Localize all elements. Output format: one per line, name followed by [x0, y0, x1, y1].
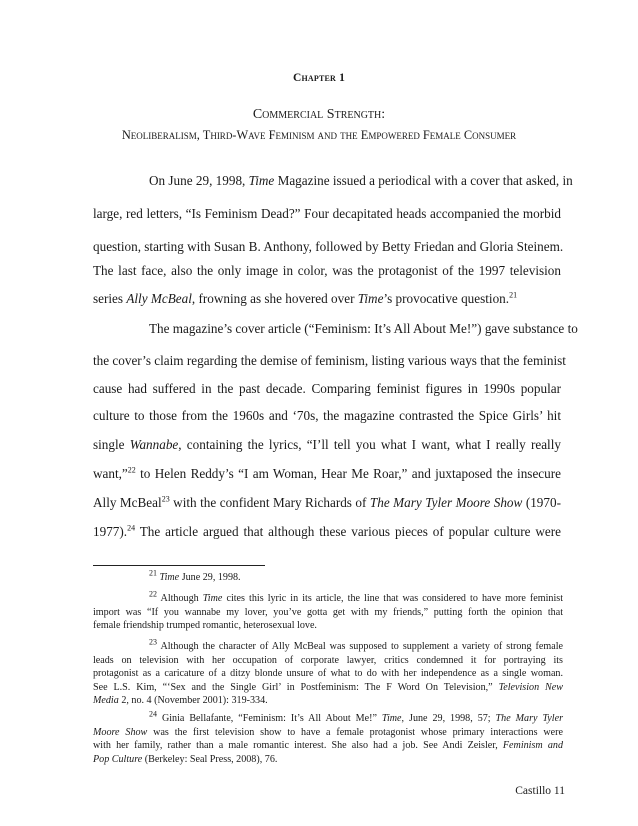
footnote-line: import was “If you wannabe my lover, you’ve gotta get with my friends,” putting forth the opinion that [93, 606, 563, 618]
footnote-24 [93, 709, 564, 766]
body-line: On June 29, 1998, Time Magazine issued a periodical with a cover that asked, in [149, 173, 573, 188]
body-line: culture to those from the 1960s and ‘70s, the magazine contrasted the Spice Girls’ hit [93, 408, 561, 423]
footnote-line: $^{22}$ Although Time cites this lyric in its article, the line that was considered to have more feminist [149, 589, 564, 604]
footnote-22 [93, 589, 564, 633]
footnote-number: 23 [149, 637, 157, 647]
footnote-line: $^{21}$ Time June 29, 1998. [149, 568, 241, 583]
body-line: single Wannabe, containing the lyrics, “I’ll tell you what I want, what I really really [93, 437, 561, 452]
body-line: series Ally McBeal, frowning as she hovered over Time’s provocative question.$^{21}$ [93, 290, 518, 306]
footnote-line: leads on television with her occupation of corporate lawyer, critics condemned it for portraying its [93, 654, 563, 666]
footnote-ref: 23 [161, 494, 170, 504]
footnote-number: 24 [149, 709, 157, 719]
body-line: The last face, also the only image in color, was the protagonist of the 1997 television [93, 263, 561, 278]
footnote-ref: 24 [127, 523, 136, 533]
body-line: large, red letters, “Is Feminism Dead?” Four decapitated heads accompanied the morbid [93, 206, 561, 221]
footnote-line: female friendship trumped romantic, heterosexual love. [93, 620, 317, 632]
footnote-21 [93, 568, 563, 585]
footnote-ref: 22 [127, 465, 136, 475]
footnote-line: Media 2, no. 4 (November 2001): 319-334. [93, 695, 268, 707]
footnote-line: $^{24}$ Ginia Bellafante, “Feminism: It’s All About Me!” Time, June 29, 1998, 57; The Mary Tyler [149, 709, 564, 724]
body-line: want,”$^{22}$ to Helen Reddy’s “I am Woman, Hear Me Roar,” and juxtaposed the insecure [93, 465, 561, 481]
body-line: The magazine’s cover article (“Feminism: It’s All About Me!”) gave substance to [149, 321, 578, 336]
footnote-ref: 21 [509, 290, 518, 300]
footnote-number: 22 [149, 589, 157, 599]
body-line: 1977).$^{24}$ The article argued that although these various pieces of popular culture were [93, 523, 561, 539]
chapter-subtitle: Neoliberalism, Third-Wave Feminism and the Empowered Female Consumer [121, 128, 517, 142]
footnote-number: 21 [149, 568, 157, 578]
chapter-title: Commercial Strength: [252, 107, 386, 122]
body-line: cause had suffered in the past decade. Comparing feminist figures in 1990s popular [93, 381, 561, 396]
footnote-line: See L.S. Kim, “‘Sex and the Single Girl’ in Postfeminism: The F Word On Television,” Television New [93, 681, 563, 693]
chapter-label: Chapter 1 [292, 72, 346, 84]
footnote-line: with her family, rather than a male romantic interest. She also had a job. See Andi Zeisler, Feminism and [93, 740, 563, 752]
footnote-divider [93, 565, 265, 566]
footnote-line: Pop Culture (Berkeley: Seal Press, 2008), 76. [93, 753, 278, 765]
footnote-line: protagonist as a caricature of a ditzy blonde unsure of what to do with her independence as a single woman. [93, 668, 563, 680]
body-line: question, starting with Susan B. Anthony, followed by Betty Friedan and Gloria Steinem. [93, 239, 564, 254]
page-number: Castillo 11 [515, 785, 565, 797]
body-line: Ally McBeal$^{23}$ with the confident Mary Richards of The Mary Tyler Moore Show (1970- [93, 494, 561, 510]
footnote-23 [93, 637, 563, 708]
body-line: the cover’s claim regarding the demise of feminism, listing various ways that the feminist [93, 353, 566, 368]
footnote-line: $^{23}$ Although the character of Ally McBeal was supposed to supplement a variety of strong female [149, 637, 563, 652]
footnote-line: Moore Show was the first television show to have a female protagonist whose primary interactions were [93, 726, 563, 738]
